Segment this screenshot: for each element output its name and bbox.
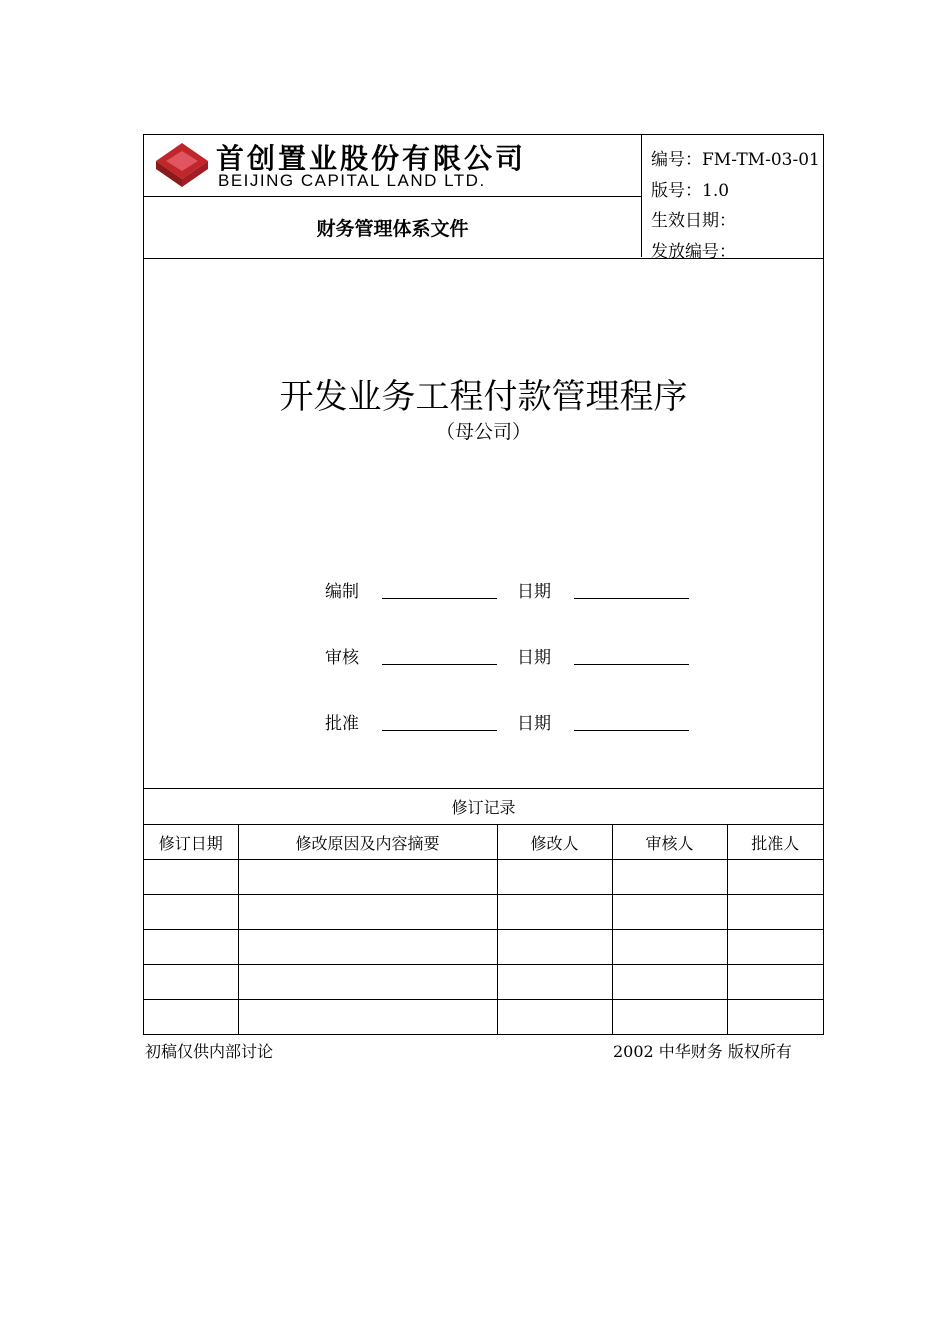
table-cell <box>612 1000 727 1035</box>
table-cell <box>497 860 612 895</box>
signature-line <box>382 664 497 665</box>
table-cell <box>497 930 612 965</box>
table-row <box>144 930 823 965</box>
document-header <box>144 135 823 262</box>
table-cell <box>727 860 823 895</box>
table-cell <box>144 860 238 895</box>
date-line <box>574 598 689 599</box>
date-line <box>574 664 689 665</box>
table-cell <box>238 930 497 965</box>
table-cell <box>497 965 612 1000</box>
issue-number: 发放编号： <box>651 241 736 262</box>
signoff-date-label: 日期 <box>517 582 551 602</box>
table-row <box>144 860 823 895</box>
table-cell <box>727 930 823 965</box>
table-cell <box>727 965 823 1000</box>
table-cell <box>497 895 612 930</box>
table-cell <box>238 1000 497 1035</box>
table-cell <box>238 895 497 930</box>
column-header: 批准人 <box>727 825 823 860</box>
table-row <box>144 1000 823 1035</box>
signoff-role: 审核 <box>325 648 359 668</box>
company-name-en: BEIJING CAPITAL LAND LTD. <box>218 171 486 190</box>
column-header: 审核人 <box>612 825 727 860</box>
table-row <box>144 965 823 1000</box>
table-cell <box>612 965 727 1000</box>
company-logo-icon <box>154 141 210 187</box>
table-cell <box>612 895 727 930</box>
table-cell <box>238 860 497 895</box>
company-name-cn: 首创置业股份有限公司 <box>216 142 527 175</box>
system-name: 财务管理体系文件 <box>316 217 469 240</box>
document-frame <box>143 134 824 1035</box>
column-header: 修改原因及内容摘要 <box>238 825 497 860</box>
signature-line <box>382 598 497 599</box>
table-cell <box>727 895 823 930</box>
table-cell <box>612 930 727 965</box>
revision-header-row <box>144 825 823 860</box>
document-body <box>144 259 823 789</box>
doc-number: 编号：FM-TM-03-01 <box>651 150 820 170</box>
table-cell <box>612 860 727 895</box>
footer-copyright: 2002 中华财务 版权所有 <box>613 1042 792 1061</box>
revision-record-title: 修订记录 <box>144 789 823 825</box>
revision-table <box>144 825 823 1034</box>
signoff-date-label: 日期 <box>517 714 551 734</box>
effective-date: 生效日期： <box>651 211 736 231</box>
table-cell <box>144 930 238 965</box>
document-title: 开发业务工程付款管理程序 <box>279 377 688 417</box>
column-header: 修订日期 <box>144 825 238 860</box>
doc-version: 版号：1.0 <box>651 180 730 201</box>
table-cell <box>727 1000 823 1035</box>
document-meta <box>641 135 824 262</box>
signoff-role: 批准 <box>325 714 359 734</box>
table-cell <box>144 965 238 1000</box>
table-cell <box>144 1000 238 1035</box>
table-row <box>144 895 823 930</box>
column-header: 修改人 <box>497 825 612 860</box>
signature-line <box>382 730 497 731</box>
company-logo <box>144 135 641 197</box>
table-cell <box>144 895 238 930</box>
signoff-role: 编制 <box>325 582 359 602</box>
footer-draft-note: 初稿仅供内部讨论 <box>145 1042 274 1061</box>
document-subtitle: （母公司） <box>435 421 531 443</box>
date-line <box>574 730 689 731</box>
table-cell <box>497 1000 612 1035</box>
signoff-date-label: 日期 <box>517 648 551 668</box>
table-cell <box>238 965 497 1000</box>
